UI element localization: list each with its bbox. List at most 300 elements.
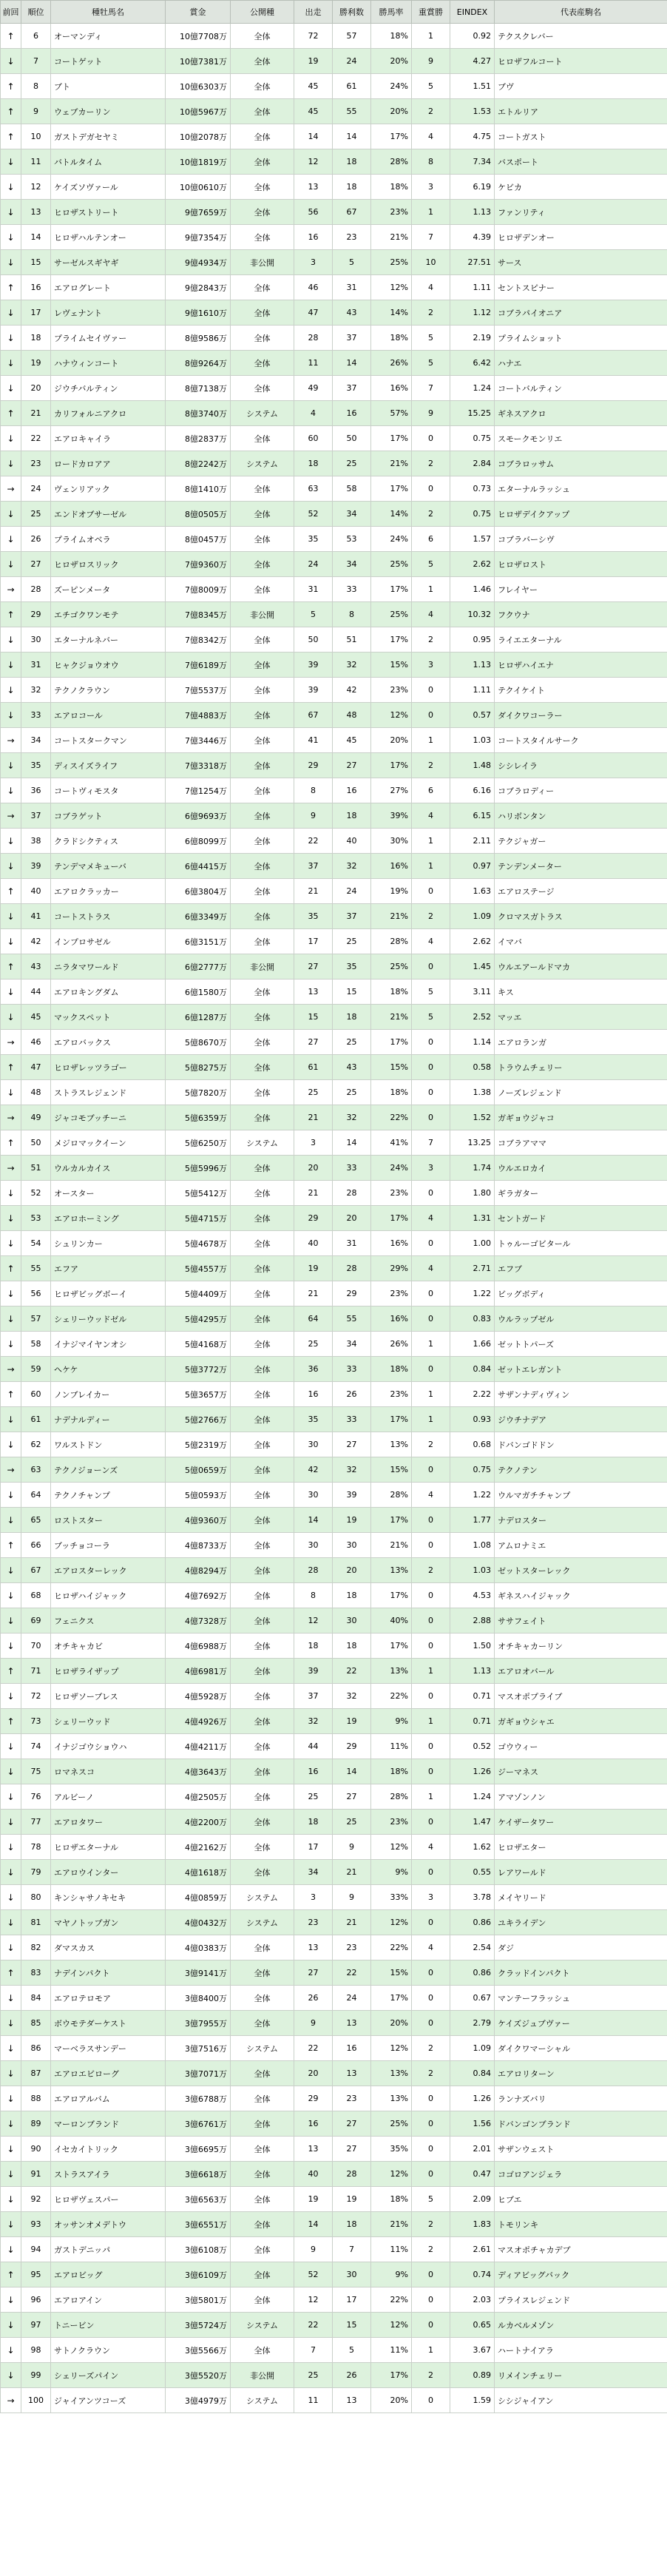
representative-link[interactable]: エフブ — [495, 1256, 667, 1281]
public-status-cell: 全体 — [231, 2011, 294, 2036]
sire-name-link[interactable]: サーゼルスギヤギ — [51, 250, 166, 275]
starters-cell: 19 — [294, 2187, 333, 2212]
rank-cell: 46 — [21, 1030, 51, 1055]
sire-name-link[interactable]: シェリーズパイン — [51, 2363, 166, 2388]
win-rate-cell: 17% — [371, 124, 412, 149]
sire-name-link[interactable]: サトノクラウン — [51, 2338, 166, 2363]
sire-name-link[interactable]: マーベラスサンデー — [51, 2036, 166, 2061]
sire-name-link[interactable]: クラドシクティス — [51, 829, 166, 854]
index-cell: 2.84 — [450, 451, 495, 476]
representative-link[interactable]: シシレイラ — [495, 753, 667, 778]
header-name[interactable]: 種牡馬名 — [51, 1, 166, 24]
trend-arrow-icon: ↓ — [1, 1181, 21, 1206]
table-row — [1, 1885, 667, 1910]
sire-name-link[interactable]: ナデナルディー — [51, 1407, 166, 1432]
wins-cell: 18 — [333, 803, 371, 829]
public-status-cell: 全体 — [231, 678, 294, 703]
starters-cell: 11 — [294, 2388, 333, 2413]
public-status-cell: 全体 — [231, 1684, 294, 1709]
representative-link[interactable]: マスオポチャカデブ — [495, 2237, 667, 2262]
representative-link[interactable]: プライムショット — [495, 326, 667, 351]
representative-link[interactable]: コブラロッサム — [495, 451, 667, 476]
sire-name-link[interactable]: エアロスターレック — [51, 1558, 166, 1583]
trend-arrow-icon: ↓ — [1, 1633, 21, 1659]
representative-link[interactable]: ギネスアクロ — [495, 401, 667, 426]
sire-name-link[interactable]: エアロバックス — [51, 1030, 166, 1055]
sire-name-link[interactable]: ウルカルカイス — [51, 1156, 166, 1181]
sire-name-link[interactable]: ボウモテダーケスト — [51, 2011, 166, 2036]
win-rate-cell: 29% — [371, 1256, 412, 1281]
header-prize[interactable]: 賞金 — [166, 1, 231, 24]
trend-arrow-icon: ↓ — [1, 1005, 21, 1030]
sire-name-link[interactable]: ヒロザストリート — [51, 200, 166, 225]
sire-name-link[interactable]: ヒロザライザップ — [51, 1659, 166, 1684]
representative-link[interactable]: ゼットエレガント — [495, 1357, 667, 1382]
index-cell: 0.57 — [450, 703, 495, 728]
representative-link[interactable]: ノーズレジェンド — [495, 1080, 667, 1105]
representative-link[interactable]: ルカベルメゾン — [495, 2313, 667, 2338]
sire-name-link[interactable]: エアロタワー — [51, 1810, 166, 1835]
representative-link[interactable]: ヒブエ — [495, 2187, 667, 2212]
representative-link[interactable]: コートバルティン — [495, 376, 667, 401]
representative-link[interactable]: ブヴ — [495, 74, 667, 99]
representative-link[interactable]: クロマスガトラス — [495, 904, 667, 929]
sire-name-link[interactable]: メジロマックイーン — [51, 1130, 166, 1156]
representative-link[interactable]: ケビカ — [495, 175, 667, 200]
public-status-cell: 全体 — [231, 502, 294, 527]
sire-name-link[interactable]: ヒロザレッツラゴー — [51, 1055, 166, 1080]
public-status-cell: 全体 — [231, 2061, 294, 2086]
stakes-wins-cell: 0 — [412, 1508, 450, 1533]
sire-name-link[interactable]: マヤノトップガン — [51, 1910, 166, 1935]
rank-cell: 92 — [21, 2187, 51, 2212]
sire-name-link[interactable]: ノンブレイカー — [51, 1382, 166, 1407]
representative-link[interactable]: コブラパイオニア — [495, 300, 667, 326]
wins-cell: 28 — [333, 2162, 371, 2187]
starters-cell: 34 — [294, 1860, 333, 1885]
sire-name-link[interactable]: コブラゲット — [51, 803, 166, 829]
representative-link[interactable]: ユキライデン — [495, 1910, 667, 1935]
public-status-cell: 全体 — [231, 879, 294, 904]
representative-link[interactable]: ケイザータワー — [495, 1810, 667, 1835]
representative-link[interactable]: セントガード — [495, 1206, 667, 1231]
sire-name-link[interactable]: ナデインパクト — [51, 1960, 166, 1986]
sire-name-link[interactable]: シュリンカー — [51, 1231, 166, 1256]
sire-name-link[interactable]: ジウチバルティン — [51, 376, 166, 401]
header-rank[interactable]: 順位 — [21, 1, 51, 24]
sire-name-link[interactable]: オチキャカビ — [51, 1633, 166, 1659]
rank-cell: 66 — [21, 1533, 51, 1558]
index-cell: 0.84 — [450, 2061, 495, 2086]
representative-link[interactable]: ディアビッグバック — [495, 2262, 667, 2287]
representative-link[interactable]: エアロリターン — [495, 2061, 667, 2086]
representative-link[interactable]: マッエ — [495, 1005, 667, 1030]
sire-name-link[interactable]: ジャイアンツコーズ — [51, 2388, 166, 2413]
public-status-cell: 全体 — [231, 1055, 294, 1080]
sire-name-link[interactable]: イセカイトリック — [51, 2137, 166, 2162]
representative-link[interactable]: ジウチナデア — [495, 1407, 667, 1432]
representative-link[interactable]: サザンナディヴィン — [495, 1382, 667, 1407]
sire-name-link[interactable]: エチゴクワンモテ — [51, 602, 166, 627]
representative-link[interactable]: ヒロザデンオー — [495, 225, 667, 250]
representative-link[interactable]: マスオポプライブ — [495, 1684, 667, 1709]
representative-link[interactable]: エアロランガ — [495, 1030, 667, 1055]
representative-link[interactable]: コブラアママ — [495, 1130, 667, 1156]
trend-arrow-icon: ↓ — [1, 1608, 21, 1633]
sire-name-link[interactable]: イナジマイヤンオシ — [51, 1332, 166, 1357]
representative-link[interactable]: トモリンキ — [495, 2212, 667, 2237]
sire-name-link[interactable]: コートストラス — [51, 904, 166, 929]
representative-link[interactable]: バスポート — [495, 149, 667, 175]
header-win-rate[interactable]: 勝馬率 — [371, 1, 412, 24]
representative-link[interactable]: セントスピナー — [495, 275, 667, 300]
sire-name-link[interactable]: ストラスレジェンド — [51, 1080, 166, 1105]
representative-link[interactable]: エターナルラッシュ — [495, 476, 667, 502]
sire-name-link[interactable]: エアロエビローグ — [51, 2061, 166, 2086]
trend-arrow-icon: → — [1, 728, 21, 753]
representative-link[interactable]: エトルリア — [495, 99, 667, 124]
sire-name-link[interactable]: ヒロザハイジャック — [51, 1583, 166, 1608]
win-rate-cell: 27% — [371, 778, 412, 803]
starters-cell: 13 — [294, 1935, 333, 1960]
representative-link[interactable]: ケイズジュブヴァー — [495, 2011, 667, 2036]
index-cell: 1.83 — [450, 2212, 495, 2237]
sire-name-link[interactable]: ストラスアイラ — [51, 2162, 166, 2187]
representative-link[interactable]: ナデロスター — [495, 1508, 667, 1533]
sire-name-link[interactable]: ブッチョコーラ — [51, 1533, 166, 1558]
index-cell: 1.03 — [450, 728, 495, 753]
representative-link[interactable]: ヒロザエター — [495, 1835, 667, 1860]
table-row — [1, 1080, 667, 1105]
wins-cell: 39 — [333, 1483, 371, 1508]
stakes-wins-cell: 0 — [412, 1960, 450, 1986]
wins-cell: 32 — [333, 1457, 371, 1483]
sire-name-link[interactable]: エアロビッグ — [51, 2262, 166, 2287]
prize-cell: 8億2837万 — [166, 426, 231, 451]
representative-link[interactable]: テクイケイト — [495, 678, 667, 703]
starters-cell: 24 — [294, 552, 333, 577]
representative-link[interactable]: ゼットスターレック — [495, 1558, 667, 1583]
sire-name-link[interactable]: エアロキャイラ — [51, 426, 166, 451]
representative-link[interactable]: コゴロアンジェラ — [495, 2162, 667, 2187]
representative-link[interactable]: アマゾンノン — [495, 1784, 667, 1810]
sire-name-link[interactable]: ヴェンリアック — [51, 476, 166, 502]
representative-link[interactable]: ウルラップゼル — [495, 1306, 667, 1332]
representative-link[interactable]: ギネスハイジャック — [495, 1583, 667, 1608]
public-status-cell: 全体 — [231, 1508, 294, 1533]
sire-name-link[interactable]: ジャコモブッチーニ — [51, 1105, 166, 1130]
representative-link[interactable]: フレイヤー — [495, 577, 667, 602]
public-status-cell: 全体 — [231, 149, 294, 175]
stakes-wins-cell: 0 — [412, 1810, 450, 1835]
index-cell: 1.62 — [450, 1835, 495, 1860]
sire-name-link[interactable]: インプロサゼル — [51, 929, 166, 954]
rank-cell: 64 — [21, 1483, 51, 1508]
public-status-cell: 全体 — [231, 351, 294, 376]
starters-cell: 16 — [294, 225, 333, 250]
trend-arrow-icon: ↓ — [1, 2162, 21, 2187]
representative-link[interactable]: ダイクワコーラー — [495, 703, 667, 728]
win-rate-cell: 18% — [371, 175, 412, 200]
representative-link[interactable]: キス — [495, 980, 667, 1005]
sire-name-link[interactable]: コートゲット — [51, 49, 166, 74]
header-prev[interactable]: 前回 — [1, 1, 21, 24]
table-row — [1, 1432, 667, 1457]
trend-arrow-icon: ↓ — [1, 1332, 21, 1357]
header-index[interactable]: EINDEX — [450, 1, 495, 24]
sire-name-link[interactable]: ヘケケ — [51, 1357, 166, 1382]
representative-link[interactable]: エアロステージ — [495, 879, 667, 904]
sire-name-link[interactable]: エアロウインター — [51, 1860, 166, 1885]
sire-name-link[interactable]: エアロキングダム — [51, 980, 166, 1005]
sire-name-link[interactable]: レヴェナント — [51, 300, 166, 326]
sire-name-link[interactable]: エアロテロモア — [51, 1986, 166, 2011]
index-cell: 1.03 — [450, 1558, 495, 1583]
representative-link[interactable]: ゴウウィー — [495, 1734, 667, 1759]
sire-name-link[interactable]: エフア — [51, 1256, 166, 1281]
sire-name-link[interactable]: エアログレート — [51, 275, 166, 300]
representative-link[interactable]: レアワールド — [495, 1860, 667, 1885]
sire-name-link[interactable]: ヒロザソーブレス — [51, 1684, 166, 1709]
representative-link[interactable]: コブラロディー — [495, 778, 667, 803]
stakes-wins-cell: 0 — [412, 2262, 450, 2287]
sire-name-link[interactable]: ニラタマワールド — [51, 954, 166, 980]
representative-link[interactable]: ランナズバリ — [495, 2086, 667, 2111]
sire-name-link[interactable]: ガストデガセヤミ — [51, 124, 166, 149]
representative-link[interactable]: ドバンゴンブランド — [495, 2111, 667, 2137]
table-row — [1, 275, 667, 300]
representative-link[interactable]: サース — [495, 250, 667, 275]
sire-name-link[interactable]: マーロンブランド — [51, 2111, 166, 2137]
prize-cell: 9億7659万 — [166, 200, 231, 225]
representative-link[interactable]: ハートナイアラ — [495, 2338, 667, 2363]
table-row — [1, 2061, 667, 2086]
sire-name-link[interactable]: ヒロザエターナル — [51, 1835, 166, 1860]
sire-name-link[interactable]: オッサンオメデトウ — [51, 2212, 166, 2237]
representative-link[interactable]: トラウムチェリー — [495, 1055, 667, 1080]
rank-cell: 63 — [21, 1457, 51, 1483]
representative-link[interactable]: ドバンゴドドン — [495, 1432, 667, 1457]
sire-name-link[interactable]: エアロコール — [51, 703, 166, 728]
representative-link[interactable]: ウルエアールドマカ — [495, 954, 667, 980]
starters-cell: 52 — [294, 2262, 333, 2287]
header-public[interactable]: 公開種 — [231, 1, 294, 24]
representative-link[interactable]: ハリボンタン — [495, 803, 667, 829]
starters-cell: 36 — [294, 1357, 333, 1382]
win-rate-cell: 11% — [371, 1734, 412, 1759]
representative-link[interactable]: テクノテン — [495, 1457, 667, 1483]
table-row — [1, 1055, 667, 1080]
sire-name-link[interactable]: エターナルネバー — [51, 627, 166, 653]
representative-link[interactable]: ヒロザハイエナ — [495, 653, 667, 678]
win-rate-cell: 11% — [371, 2237, 412, 2262]
representative-link[interactable]: コブラバーシヴ — [495, 527, 667, 552]
wins-cell: 18 — [333, 2212, 371, 2237]
rank-cell: 91 — [21, 2162, 51, 2187]
stakes-wins-cell: 9 — [412, 49, 450, 74]
public-status-cell: 全体 — [231, 175, 294, 200]
stakes-wins-cell: 4 — [412, 1835, 450, 1860]
sire-name-link[interactable]: ウェブカーリン — [51, 99, 166, 124]
sire-name-link[interactable]: ブト — [51, 74, 166, 99]
starters-cell: 9 — [294, 2237, 333, 2262]
representative-link[interactable]: ウルマガチチャンプ — [495, 1483, 667, 1508]
sire-name-link[interactable]: ヒロザヴェスパー — [51, 2187, 166, 2212]
sire-name-link[interactable]: エアロアイン — [51, 2287, 166, 2313]
representative-link[interactable]: テンデンメーター — [495, 854, 667, 879]
sire-name-link[interactable]: カリフォルニアクロ — [51, 401, 166, 426]
win-rate-cell: 21% — [371, 451, 412, 476]
table-row — [1, 1030, 667, 1055]
sire-name-link[interactable]: エンドオブサーゼル — [51, 502, 166, 527]
sire-name-link[interactable]: ハナウィンコート — [51, 351, 166, 376]
representative-link[interactable]: スモークモンリエ — [495, 426, 667, 451]
sire-name-link[interactable]: ディスイズライフ — [51, 753, 166, 778]
sire-name-link[interactable]: ロマネスコ — [51, 1759, 166, 1784]
representative-link[interactable]: ヒロザロスト — [495, 552, 667, 577]
sire-name-link[interactable]: ズーピンメータ — [51, 577, 166, 602]
sire-name-link[interactable]: キンシャサノキセキ — [51, 1885, 166, 1910]
prize-cell: 3億9141万 — [166, 1960, 231, 1986]
sire-name-link[interactable]: ヒャクジョウオウ — [51, 653, 166, 678]
representative-link[interactable]: コートスタイルサーク — [495, 728, 667, 753]
representative-link[interactable]: アムロナミエ — [495, 1533, 667, 1558]
sire-name-link[interactable]: プライムセイヴァー — [51, 326, 166, 351]
starters-cell: 18 — [294, 1633, 333, 1659]
representative-link[interactable]: ファンリティ — [495, 200, 667, 225]
representative-link[interactable]: トゥルーゴビタール — [495, 1231, 667, 1256]
prize-cell: 4億7328万 — [166, 1608, 231, 1633]
public-status-cell: 全体 — [231, 1407, 294, 1432]
sire-name-link[interactable]: マックスペット — [51, 1005, 166, 1030]
starters-cell: 61 — [294, 1055, 333, 1080]
representative-link[interactable]: フクウナ — [495, 602, 667, 627]
header-representative[interactable]: 代表産駒名 — [495, 1, 667, 24]
sire-name-link[interactable]: テクノクラウン — [51, 678, 166, 703]
rank-cell: 20 — [21, 376, 51, 401]
prize-cell: 7億3446万 — [166, 728, 231, 753]
representative-link[interactable]: ジーマネス — [495, 1759, 667, 1784]
representative-link[interactable]: ガギョウジャコ — [495, 1105, 667, 1130]
sire-name-link[interactable]: コートヴィモスタ — [51, 778, 166, 803]
sire-name-link[interactable]: シェリーウッドゼル — [51, 1306, 166, 1332]
representative-link[interactable]: オチキャカーリン — [495, 1633, 667, 1659]
representative-link[interactable]: サザンウェスト — [495, 2137, 667, 2162]
prize-cell: 6億3349万 — [166, 904, 231, 929]
sire-name-link[interactable]: エアロアルバム — [51, 2086, 166, 2111]
representative-link[interactable]: リメインチェリー — [495, 2363, 667, 2388]
sire-name-link[interactable]: イナジゴウショウハ — [51, 1734, 166, 1759]
stakes-wins-cell: 2 — [412, 753, 450, 778]
win-rate-cell: 21% — [371, 1005, 412, 1030]
sire-name-link[interactable]: ロストスター — [51, 1508, 166, 1533]
public-status-cell: システム — [231, 1885, 294, 1910]
sire-name-link[interactable]: テクノチャンプ — [51, 1483, 166, 1508]
table-row — [1, 2111, 667, 2137]
prize-cell: 5億4295万 — [166, 1306, 231, 1332]
sire-name-link[interactable]: オースター — [51, 1181, 166, 1206]
header-stakes-wins[interactable]: 重賞勝 — [412, 1, 450, 24]
representative-link[interactable]: テクジャガー — [495, 829, 667, 854]
sire-name-link[interactable]: アルビーノ — [51, 1784, 166, 1810]
representative-link[interactable]: ダイクワマーシャル — [495, 2036, 667, 2061]
public-status-cell: 全体 — [231, 980, 294, 1005]
sire-name-link[interactable]: フェニクス — [51, 1608, 166, 1633]
sire-name-link[interactable]: シェリーウッド — [51, 1709, 166, 1734]
sire-name-link[interactable]: トニービン — [51, 2313, 166, 2338]
table-row — [1, 2011, 667, 2036]
representative-link[interactable]: ギラガター — [495, 1181, 667, 1206]
sire-name-link[interactable]: バトルタイム — [51, 149, 166, 175]
prize-cell: 3億8400万 — [166, 1986, 231, 2011]
win-rate-cell: 13% — [371, 1432, 412, 1457]
representative-link[interactable]: プライスレジェンド — [495, 2287, 667, 2313]
representative-link[interactable]: エアロオバール — [495, 1659, 667, 1684]
stakes-wins-cell: 0 — [412, 1860, 450, 1885]
header-starters[interactable]: 出走 — [294, 1, 333, 24]
representative-link[interactable]: ハナエ — [495, 351, 667, 376]
representative-link[interactable]: イマバ — [495, 929, 667, 954]
sire-name-link[interactable]: ケイズソヴァール — [51, 175, 166, 200]
wins-cell: 29 — [333, 1734, 371, 1759]
representative-link[interactable]: ガギョウシャエ — [495, 1709, 667, 1734]
header-winners[interactable]: 勝利数 — [333, 1, 371, 24]
sire-name-link[interactable]: ヒロザロスリック — [51, 552, 166, 577]
representative-link[interactable]: ゼットトパーズ — [495, 1332, 667, 1357]
trend-arrow-icon: ↑ — [1, 99, 21, 124]
representative-link[interactable]: コートガスト — [495, 124, 667, 149]
sire-name-link[interactable]: ダマスカス — [51, 1935, 166, 1960]
representative-link[interactable]: マンテーフラッシュ — [495, 1986, 667, 2011]
sire-name-link[interactable]: ヒロザハルテンオー — [51, 225, 166, 250]
wins-cell: 13 — [333, 2061, 371, 2086]
index-cell: 1.24 — [450, 1784, 495, 1810]
sire-name-link[interactable]: ガストデニッパ — [51, 2237, 166, 2262]
sire-name-link[interactable]: エアロクラッカー — [51, 879, 166, 904]
representative-link[interactable]: ライエエターナル — [495, 627, 667, 653]
representative-link[interactable]: テクスクレバー — [495, 24, 667, 49]
sire-name-link[interactable]: オーマンディ — [51, 24, 166, 49]
sire-name-link[interactable]: コートスタークマン — [51, 728, 166, 753]
sire-name-link[interactable]: テクノジョーンズ — [51, 1457, 166, 1483]
rank-cell: 43 — [21, 954, 51, 980]
representative-link[interactable]: ヒロザデイクアップ — [495, 502, 667, 527]
sire-name-link[interactable]: ロードカロアア — [51, 451, 166, 476]
stakes-wins-cell: 5 — [412, 980, 450, 1005]
representative-link[interactable]: ヒロザフルコート — [495, 49, 667, 74]
sire-name-link[interactable]: ヒロザビッグボーイ — [51, 1281, 166, 1306]
prize-cell: 4億2505万 — [166, 1784, 231, 1810]
representative-link[interactable]: ササフェイト — [495, 1608, 667, 1633]
stakes-wins-cell: 0 — [412, 2287, 450, 2313]
sire-name-link[interactable]: エアロホーミング — [51, 1206, 166, 1231]
sire-name-link[interactable]: プライムオベラ — [51, 527, 166, 552]
sire-name-link[interactable]: ワルストドン — [51, 1432, 166, 1457]
sire-name-link[interactable]: テンデマメキューバ — [51, 854, 166, 879]
win-rate-cell: 17% — [371, 1583, 412, 1608]
representative-link[interactable]: ビッグボディ — [495, 1281, 667, 1306]
table-row — [1, 502, 667, 527]
representative-link[interactable]: ウルエロカイ — [495, 1156, 667, 1181]
representative-link[interactable]: ダジ — [495, 1935, 667, 1960]
representative-link[interactable]: メイヤリード — [495, 1885, 667, 1910]
table-row — [1, 300, 667, 326]
representative-link[interactable]: クラッドインパクト — [495, 1960, 667, 1986]
prize-cell: 5億0593万 — [166, 1483, 231, 1508]
representative-link[interactable]: シシジャイアン — [495, 2388, 667, 2413]
wins-cell: 32 — [333, 1105, 371, 1130]
win-rate-cell: 25% — [371, 552, 412, 577]
